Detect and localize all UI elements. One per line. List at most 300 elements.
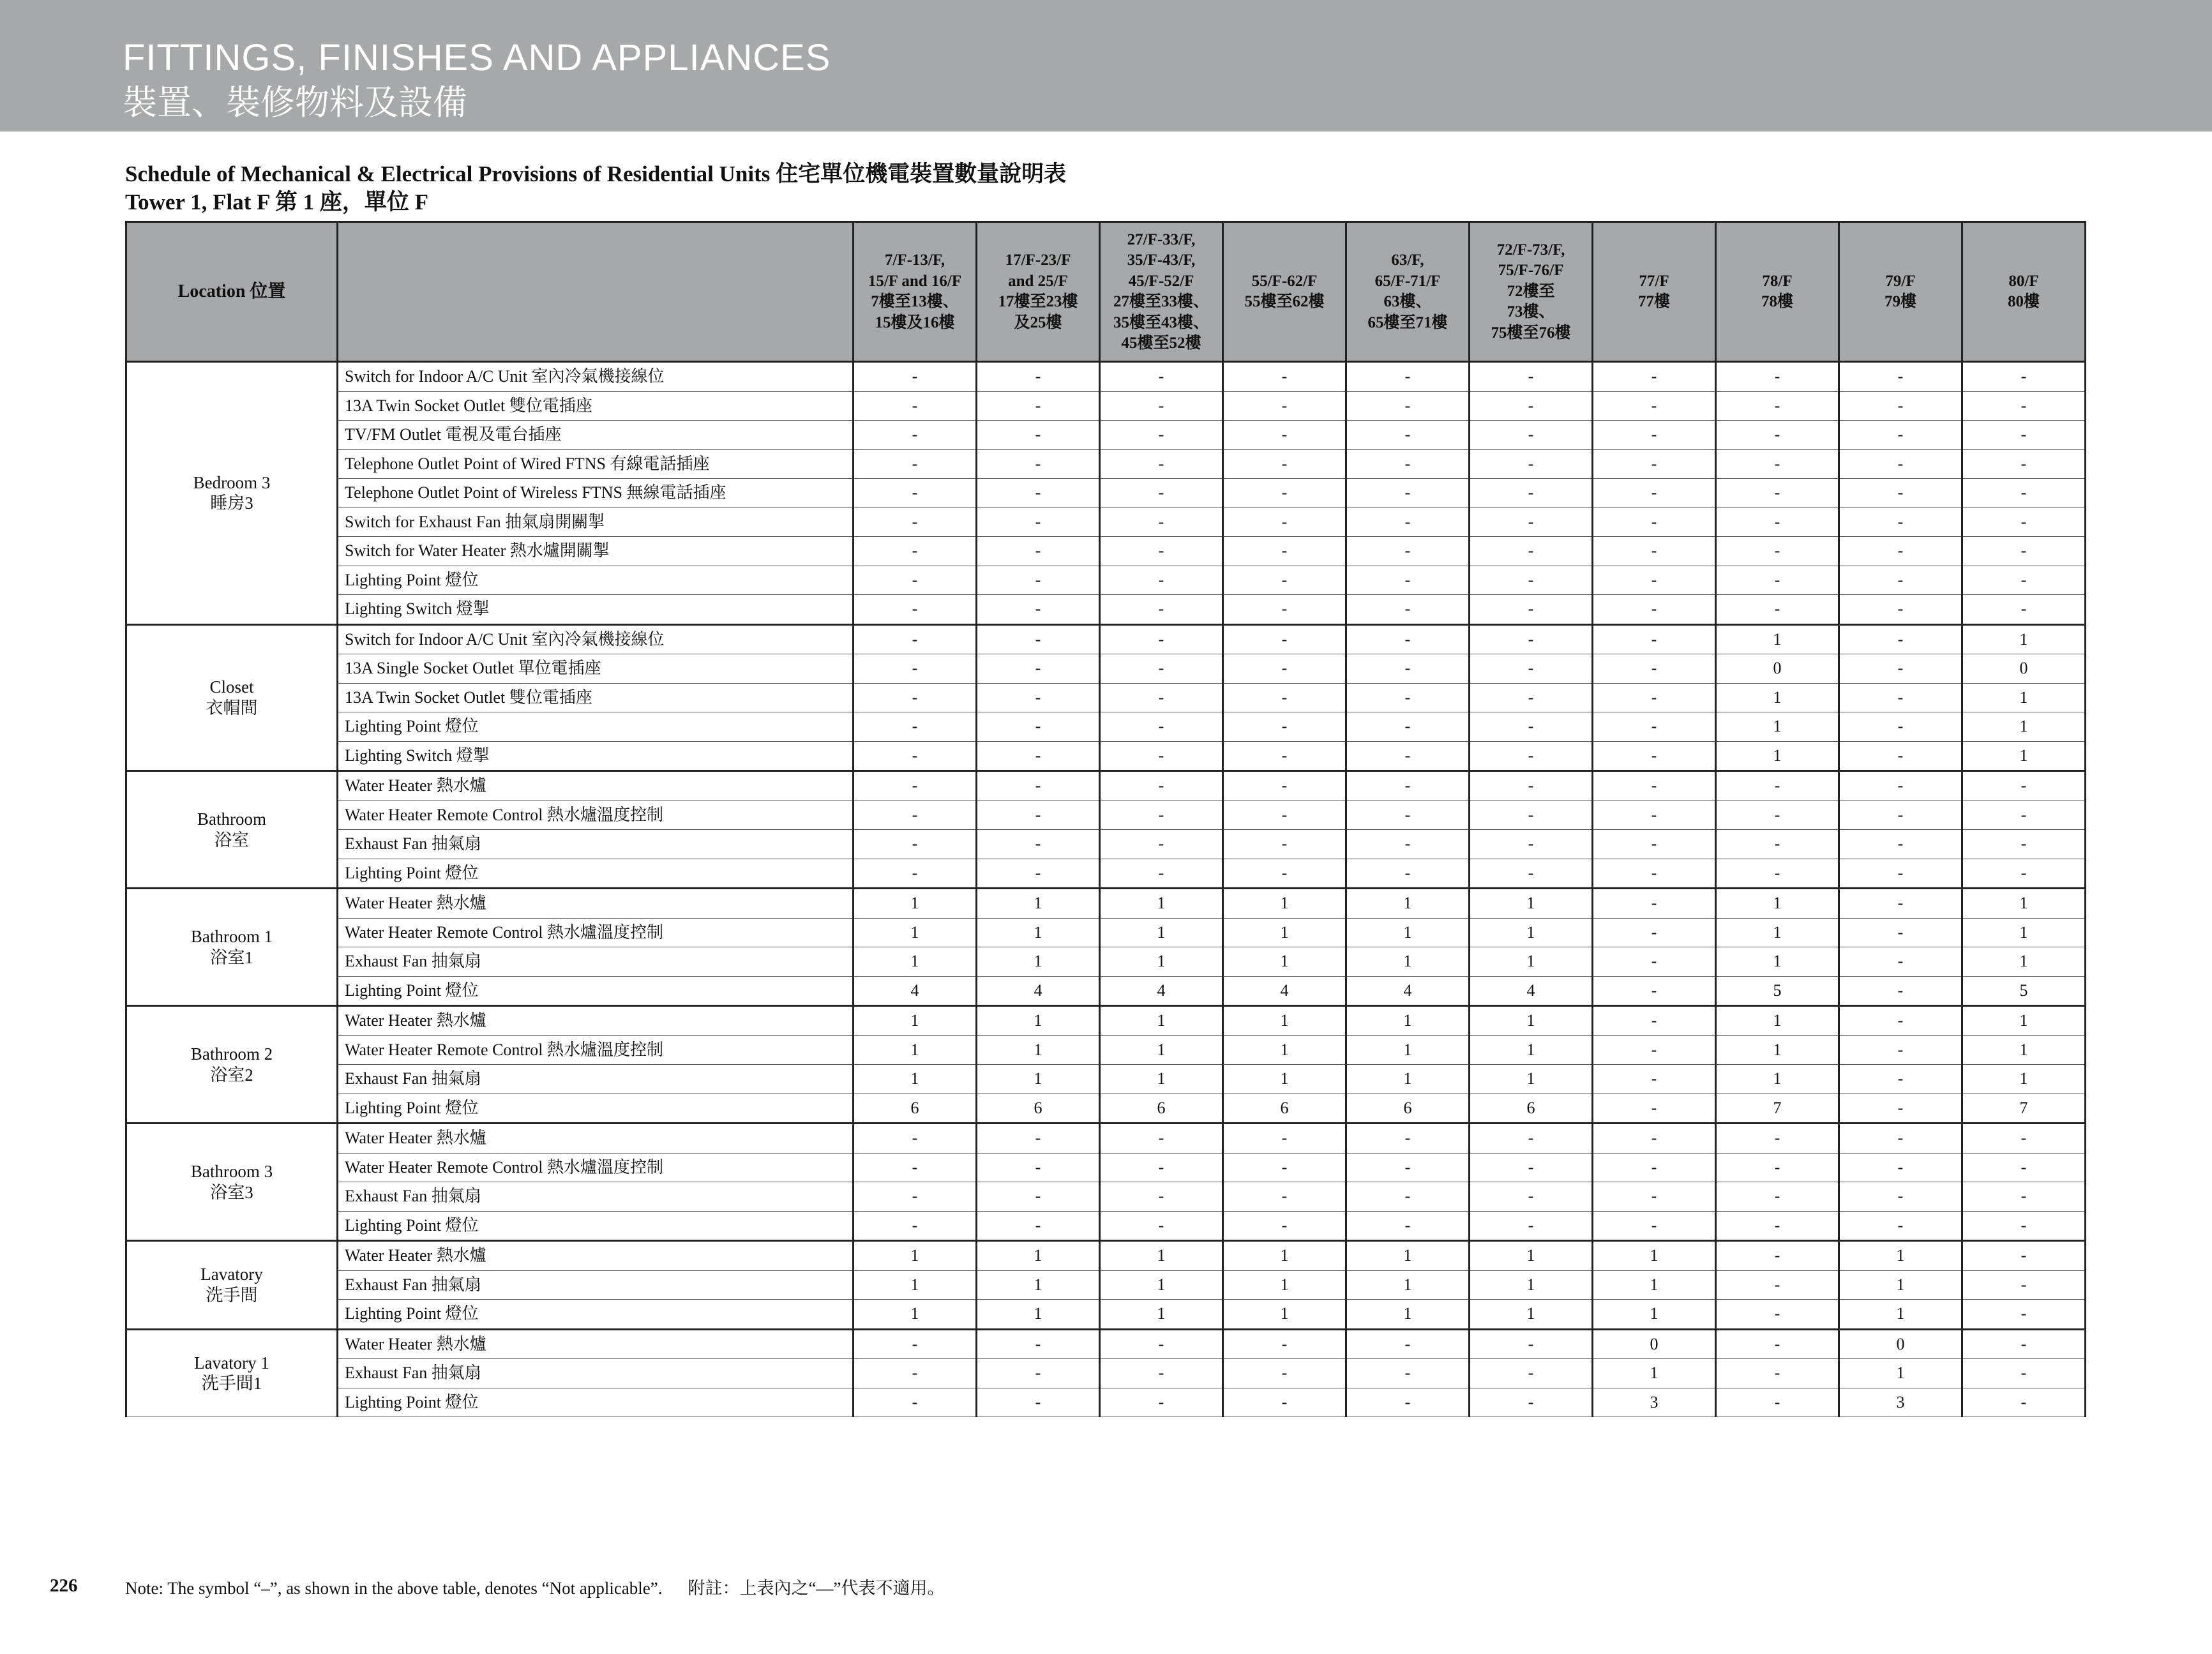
location-cell: Bathroom 浴室: [126, 771, 338, 889]
table-row: [126, 1035, 2086, 1065]
value-cell: -: [1839, 918, 1962, 947]
item-cell: Exhaust Fan 抽氣扇: [338, 1182, 854, 1212]
value-cell: -: [1223, 1388, 1346, 1417]
value-cell: -: [1223, 1182, 1346, 1212]
table-row: [126, 595, 2086, 625]
table-row: [126, 362, 2086, 392]
value-cell: 1: [1470, 947, 1593, 977]
value-cell: -: [1470, 507, 1593, 537]
item-cell: Lighting Point 燈位: [338, 1388, 854, 1417]
value-cell: 0: [1839, 1329, 1962, 1359]
value-cell: -: [1593, 1094, 1716, 1124]
value-cell: -: [1346, 449, 1470, 479]
value-cell: -: [1716, 1359, 1839, 1388]
value-cell: 1: [1100, 1065, 1223, 1094]
value-cell: -: [1839, 741, 1962, 771]
table-row: [126, 624, 2086, 654]
value-cell: -: [1346, 830, 1470, 859]
value-cell: -: [1593, 566, 1716, 595]
value-cell: -: [1593, 362, 1716, 392]
floor-column-header: 63/F, 65/F-71/F 63樓、 65樓至71樓: [1346, 222, 1470, 362]
value-cell: -: [1593, 421, 1716, 450]
value-cell: -: [1470, 391, 1593, 421]
table-row: [126, 918, 2086, 947]
floor-column-header: 55/F-62/F 55樓至62樓: [1223, 222, 1346, 362]
value-cell: -: [1839, 595, 1962, 625]
value-cell: -: [1100, 537, 1223, 566]
value-cell: -: [1223, 624, 1346, 654]
value-cell: -: [854, 830, 977, 859]
value-cell: -: [1839, 712, 1962, 742]
value-cell: 4: [1100, 976, 1223, 1006]
value-cell: 1: [1346, 947, 1470, 977]
value-cell: -: [977, 1329, 1100, 1359]
value-cell: 1: [977, 1270, 1100, 1300]
value-cell: 1: [1962, 947, 2086, 977]
value-cell: -: [854, 566, 977, 595]
value-cell: -: [977, 771, 1100, 801]
value-cell: 1: [1716, 1006, 1839, 1036]
value-cell: 1: [977, 1241, 1100, 1271]
value-cell: -: [1593, 507, 1716, 537]
value-cell: -: [854, 421, 977, 450]
value-cell: 7: [1716, 1094, 1839, 1124]
value-cell: -: [854, 1329, 977, 1359]
banner-title-zh: 裝置、裝修物料及設備: [123, 82, 467, 123]
item-cell: Switch for Indoor A/C Unit 室內冷氣機接線位: [338, 624, 854, 654]
value-cell: -: [1470, 1329, 1593, 1359]
value-cell: -: [1593, 1182, 1716, 1212]
table-row: [126, 1153, 2086, 1182]
location-column-header: Location 位置: [126, 222, 338, 362]
value-cell: -: [977, 801, 1100, 830]
value-cell: -: [1593, 801, 1716, 830]
value-cell: -: [1839, 976, 1962, 1006]
value-cell: -: [1716, 1153, 1839, 1182]
value-cell: -: [1962, 1153, 2086, 1182]
value-cell: -: [854, 362, 977, 392]
value-cell: -: [1346, 771, 1470, 801]
value-cell: 1: [1716, 1035, 1839, 1065]
value-cell: 1: [1100, 1035, 1223, 1065]
location-cell: Bathroom 3 浴室3: [126, 1124, 338, 1241]
table-row: [126, 801, 2086, 830]
value-cell: -: [1716, 507, 1839, 537]
value-cell: -: [1839, 801, 1962, 830]
value-cell: -: [854, 624, 977, 654]
value-cell: -: [1593, 1006, 1716, 1036]
value-cell: 1: [977, 1300, 1100, 1330]
value-cell: 1: [1839, 1300, 1962, 1330]
value-cell: 1: [1223, 1300, 1346, 1330]
value-cell: -: [1100, 1359, 1223, 1388]
value-cell: -: [1962, 1182, 2086, 1212]
value-cell: 1: [854, 1006, 977, 1036]
value-cell: -: [1593, 479, 1716, 508]
page-number: 226: [50, 1575, 78, 1596]
value-cell: -: [977, 421, 1100, 450]
value-cell: 1: [977, 947, 1100, 977]
item-cell: Lighting Point 燈位: [338, 976, 854, 1006]
value-cell: -: [1962, 449, 2086, 479]
value-cell: -: [1593, 537, 1716, 566]
value-cell: -: [1346, 537, 1470, 566]
value-cell: -: [854, 683, 977, 712]
value-cell: -: [1346, 507, 1470, 537]
value-cell: -: [1716, 595, 1839, 625]
value-cell: -: [977, 1359, 1100, 1388]
table-row: [126, 741, 2086, 771]
value-cell: -: [1470, 771, 1593, 801]
value-cell: -: [1223, 479, 1346, 508]
value-cell: -: [1470, 1359, 1593, 1388]
value-cell: -: [854, 859, 977, 889]
value-cell: 1: [854, 1300, 977, 1330]
item-cell: Exhaust Fan 抽氣扇: [338, 1065, 854, 1094]
item-cell: Lighting Point 燈位: [338, 1211, 854, 1241]
floor-column-header: 27/F-33/F, 35/F-43/F, 45/F-52/F 27樓至33樓、 35樓至43樓、 45樓至52樓: [1100, 222, 1223, 362]
table-row: [126, 1124, 2086, 1154]
value-cell: -: [1100, 362, 1223, 392]
value-cell: -: [1593, 391, 1716, 421]
value-cell: -: [977, 391, 1100, 421]
value-cell: -: [1100, 741, 1223, 771]
item-cell: Telephone Outlet Point of Wired FTNS 有線電話插座: [338, 449, 854, 479]
value-cell: 5: [1962, 976, 2086, 1006]
value-cell: -: [1346, 741, 1470, 771]
value-cell: -: [1593, 889, 1716, 919]
value-cell: -: [1839, 947, 1962, 977]
value-cell: -: [1100, 1153, 1223, 1182]
value-cell: 1: [1223, 1270, 1346, 1300]
table-row: [126, 976, 2086, 1006]
value-cell: -: [977, 1124, 1100, 1154]
value-cell: -: [1470, 859, 1593, 889]
schedule-subtitle: Tower 1, Flat F 第 1 座，單位 F: [125, 190, 429, 214]
value-cell: -: [1962, 1300, 2086, 1330]
item-cell: TV/FM Outlet 電視及電台插座: [338, 421, 854, 450]
value-cell: -: [854, 1124, 977, 1154]
value-cell: 1: [1100, 918, 1223, 947]
value-cell: -: [1223, 741, 1346, 771]
value-cell: -: [1593, 449, 1716, 479]
value-cell: -: [1470, 1211, 1593, 1241]
value-cell: 1: [1100, 1300, 1223, 1330]
value-cell: -: [1346, 1153, 1470, 1182]
value-cell: -: [1100, 830, 1223, 859]
value-cell: -: [1593, 683, 1716, 712]
value-cell: -: [977, 362, 1100, 392]
value-cell: -: [1716, 830, 1839, 859]
value-cell: 1: [1346, 1035, 1470, 1065]
value-cell: 1: [1716, 712, 1839, 742]
value-cell: -: [1716, 537, 1839, 566]
value-cell: -: [977, 654, 1100, 684]
value-cell: 1: [1716, 889, 1839, 919]
value-cell: -: [1839, 624, 1962, 654]
provisions-table: [125, 221, 2086, 1417]
value-cell: -: [1100, 712, 1223, 742]
value-cell: 1: [1100, 889, 1223, 919]
value-cell: -: [1962, 1270, 2086, 1300]
table-row: [126, 1182, 2086, 1212]
value-cell: -: [1716, 1182, 1839, 1212]
value-cell: -: [854, 479, 977, 508]
value-cell: -: [854, 595, 977, 625]
value-cell: -: [977, 507, 1100, 537]
value-cell: 0: [1716, 654, 1839, 684]
value-cell: -: [854, 712, 977, 742]
value-cell: 0: [1962, 654, 2086, 684]
value-cell: -: [1470, 741, 1593, 771]
value-cell: -: [1716, 449, 1839, 479]
value-cell: 1: [1962, 889, 2086, 919]
value-cell: -: [1346, 1329, 1470, 1359]
value-cell: -: [977, 830, 1100, 859]
value-cell: 1: [854, 1270, 977, 1300]
value-cell: -: [1962, 1241, 2086, 1271]
value-cell: 1: [854, 1065, 977, 1094]
value-cell: 1: [1716, 918, 1839, 947]
value-cell: -: [1346, 362, 1470, 392]
value-cell: 1: [977, 889, 1100, 919]
value-cell: 1: [977, 1065, 1100, 1094]
item-cell: Water Heater Remote Control 熱水爐溫度控制: [338, 1153, 854, 1182]
value-cell: 1: [1962, 1065, 2086, 1094]
value-cell: -: [1716, 362, 1839, 392]
value-cell: -: [1839, 889, 1962, 919]
value-cell: 4: [1470, 976, 1593, 1006]
value-cell: -: [1346, 421, 1470, 450]
value-cell: -: [1839, 1006, 1962, 1036]
value-cell: -: [1100, 801, 1223, 830]
table-row: [126, 1065, 2086, 1094]
value-cell: -: [1716, 1329, 1839, 1359]
value-cell: -: [1839, 1211, 1962, 1241]
table-row: [126, 537, 2086, 566]
value-cell: 1: [1223, 1006, 1346, 1036]
value-cell: 1: [1346, 1300, 1470, 1330]
value-cell: -: [1346, 1388, 1470, 1417]
value-cell: 6: [1223, 1094, 1346, 1124]
value-cell: 1: [1470, 1035, 1593, 1065]
location-cell: Bedroom 3 睡房3: [126, 362, 338, 625]
location-cell: Bathroom 1 浴室1: [126, 889, 338, 1006]
floor-column-header: 79/F 79樓: [1839, 222, 1962, 362]
value-cell: -: [977, 683, 1100, 712]
value-cell: -: [854, 1153, 977, 1182]
value-cell: 1: [1470, 889, 1593, 919]
value-cell: 1: [1346, 1270, 1470, 1300]
value-cell: 1: [1839, 1270, 1962, 1300]
value-cell: -: [1223, 391, 1346, 421]
value-cell: 1: [1962, 712, 2086, 742]
value-cell: -: [1346, 1182, 1470, 1212]
footnote-en: Note: The symbol “–”, as shown in the above table, denotes “Not applicable”.: [125, 1579, 663, 1598]
value-cell: -: [1716, 1241, 1839, 1271]
table-body: [126, 362, 2086, 1417]
value-cell: 1: [1593, 1300, 1716, 1330]
value-cell: -: [1470, 712, 1593, 742]
table-row: [126, 947, 2086, 977]
value-cell: -: [1716, 566, 1839, 595]
value-cell: 1: [1962, 918, 2086, 947]
item-cell: Water Heater 熱水爐: [338, 1329, 854, 1359]
value-cell: -: [1839, 683, 1962, 712]
table-row: [126, 1300, 2086, 1330]
value-cell: -: [1223, 683, 1346, 712]
item-cell: Water Heater 熱水爐: [338, 1241, 854, 1271]
value-cell: -: [1470, 801, 1593, 830]
value-cell: 1: [1100, 1241, 1223, 1271]
value-cell: -: [1716, 1300, 1839, 1330]
floor-column-header: 80/F 80樓: [1962, 222, 2086, 362]
value-cell: 1: [1470, 1065, 1593, 1094]
table-row: [126, 479, 2086, 508]
value-cell: -: [1470, 362, 1593, 392]
value-cell: -: [977, 537, 1100, 566]
location-cell: Bathroom 2 浴室2: [126, 1006, 338, 1124]
value-cell: -: [1346, 1124, 1470, 1154]
value-cell: 1: [1223, 1065, 1346, 1094]
value-cell: -: [1962, 566, 2086, 595]
value-cell: -: [1716, 859, 1839, 889]
value-cell: 1: [1593, 1270, 1716, 1300]
item-cell: Lighting Point 燈位: [338, 712, 854, 742]
table-row: [126, 1094, 2086, 1124]
value-cell: 6: [1346, 1094, 1470, 1124]
value-cell: -: [1962, 1359, 2086, 1388]
value-cell: -: [1346, 595, 1470, 625]
value-cell: -: [1839, 1094, 1962, 1124]
value-cell: -: [1100, 507, 1223, 537]
value-cell: -: [1716, 1124, 1839, 1154]
value-cell: -: [1839, 1124, 1962, 1154]
item-cell: 13A Twin Socket Outlet 雙位電插座: [338, 683, 854, 712]
table-row: [126, 683, 2086, 712]
item-cell: 13A Twin Socket Outlet 雙位電插座: [338, 391, 854, 421]
value-cell: -: [1839, 859, 1962, 889]
item-cell: Exhaust Fan 抽氣扇: [338, 947, 854, 977]
value-cell: 1: [1593, 1241, 1716, 1271]
table-row: [126, 859, 2086, 889]
item-column-header: [338, 222, 854, 362]
value-cell: -: [1100, 566, 1223, 595]
value-cell: 1: [1470, 1270, 1593, 1300]
value-cell: -: [1100, 595, 1223, 625]
location-cell: Lavatory 洗手間: [126, 1241, 338, 1330]
value-cell: -: [1716, 1211, 1839, 1241]
value-cell: 3: [1839, 1388, 1962, 1417]
value-cell: 1: [1716, 683, 1839, 712]
table-row: [126, 1211, 2086, 1241]
item-cell: Switch for Indoor A/C Unit 室內冷氣機接線位: [338, 362, 854, 392]
floor-column-header: 77/F 77樓: [1593, 222, 1716, 362]
value-cell: -: [1470, 830, 1593, 859]
value-cell: -: [854, 1359, 977, 1388]
value-cell: 1: [1962, 1035, 2086, 1065]
value-cell: -: [1223, 362, 1346, 392]
value-cell: 6: [977, 1094, 1100, 1124]
value-cell: -: [1962, 771, 2086, 801]
value-cell: 6: [1470, 1094, 1593, 1124]
value-cell: -: [1839, 654, 1962, 684]
value-cell: -: [1839, 1182, 1962, 1212]
value-cell: -: [854, 1182, 977, 1212]
value-cell: -: [1470, 537, 1593, 566]
value-cell: 1: [1223, 1035, 1346, 1065]
value-cell: 1: [854, 947, 977, 977]
value-cell: -: [1962, 391, 2086, 421]
value-cell: -: [1223, 1359, 1346, 1388]
value-cell: -: [1223, 1211, 1346, 1241]
value-cell: -: [1470, 479, 1593, 508]
value-cell: -: [1346, 479, 1470, 508]
floor-column-header: 78/F 78樓: [1716, 222, 1839, 362]
value-cell: 1: [1716, 624, 1839, 654]
value-cell: -: [1593, 1065, 1716, 1094]
value-cell: -: [1223, 801, 1346, 830]
value-cell: -: [1962, 595, 2086, 625]
value-cell: 1: [1470, 1300, 1593, 1330]
value-cell: -: [977, 1153, 1100, 1182]
value-cell: -: [1470, 595, 1593, 625]
item-cell: Switch for Exhaust Fan 抽氣扇開關掣: [338, 507, 854, 537]
table-header-row: [126, 222, 2086, 362]
value-cell: 1: [1346, 1065, 1470, 1094]
value-cell: -: [1962, 362, 2086, 392]
value-cell: -: [854, 1388, 977, 1417]
value-cell: 6: [854, 1094, 977, 1124]
schedule-title: Schedule of Mechanical & Electrical Provisions of Residential Units 住宅單位機電裝置數量說明表: [125, 162, 1067, 186]
value-cell: -: [1962, 859, 2086, 889]
value-cell: -: [1593, 918, 1716, 947]
value-cell: 1: [1346, 1241, 1470, 1271]
value-cell: -: [1223, 654, 1346, 684]
value-cell: -: [977, 449, 1100, 479]
value-cell: -: [1839, 479, 1962, 508]
value-cell: -: [1716, 391, 1839, 421]
value-cell: 1: [1470, 1241, 1593, 1271]
floor-column-header: 72/F-73/F, 75/F-76/F 72樓至 73樓、 75樓至76樓: [1470, 222, 1593, 362]
value-cell: -: [1346, 712, 1470, 742]
item-cell: Exhaust Fan 抽氣扇: [338, 1270, 854, 1300]
value-cell: -: [1962, 421, 2086, 450]
table-row: [126, 421, 2086, 450]
value-cell: -: [1593, 976, 1716, 1006]
item-cell: Water Heater 熱水爐: [338, 771, 854, 801]
value-cell: -: [1962, 1329, 2086, 1359]
item-cell: Lighting Point 燈位: [338, 859, 854, 889]
value-cell: -: [1223, 1124, 1346, 1154]
value-cell: -: [1223, 449, 1346, 479]
floor-column-header: 7/F-13/F, 15/F and 16/F 7樓至13樓、 15樓及16樓: [854, 222, 977, 362]
value-cell: -: [1346, 566, 1470, 595]
value-cell: 1: [1962, 624, 2086, 654]
table-row: [126, 654, 2086, 684]
value-cell: 1: [1470, 1006, 1593, 1036]
value-cell: -: [1962, 507, 2086, 537]
value-cell: 1: [1962, 1006, 2086, 1036]
value-cell: 6: [1100, 1094, 1223, 1124]
table-row: [126, 1241, 2086, 1271]
value-cell: -: [1100, 683, 1223, 712]
value-cell: 1: [1100, 1006, 1223, 1036]
value-cell: -: [1346, 859, 1470, 889]
value-cell: -: [1100, 421, 1223, 450]
value-cell: -: [977, 1182, 1100, 1212]
value-cell: -: [1100, 624, 1223, 654]
